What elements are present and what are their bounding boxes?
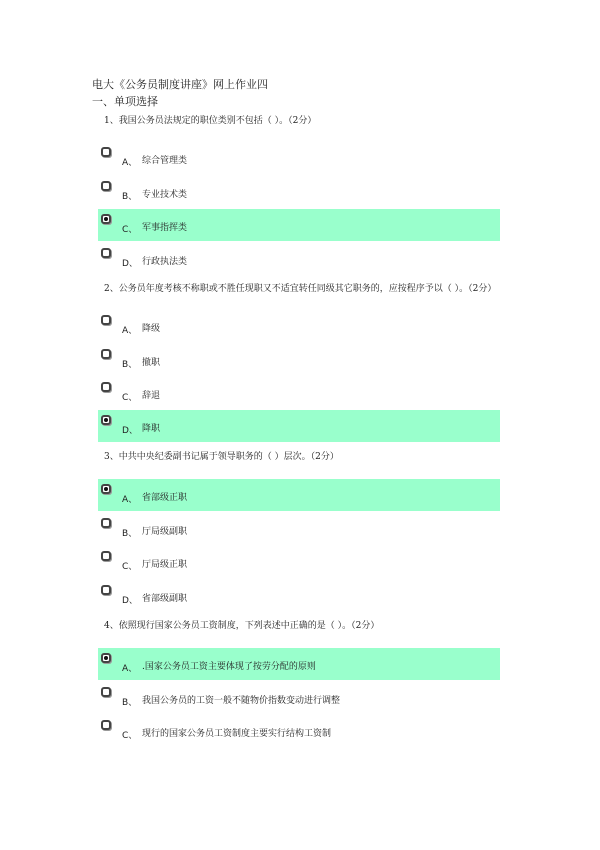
- radio-icon[interactable]: [101, 248, 111, 258]
- option-letter: B、: [122, 698, 138, 708]
- option-letter: A、: [122, 326, 138, 336]
- radio-icon[interactable]: [101, 382, 111, 392]
- question-4-text: 4、依照现行国家公务员工资制度，下列表述中正确的是（ ）。（2分）: [104, 621, 380, 631]
- question-3-option-c[interactable]: [98, 546, 500, 578]
- option-letter: B、: [122, 192, 138, 202]
- radio-icon[interactable]: [101, 349, 111, 359]
- section-heading: 一、单项选择: [92, 95, 158, 108]
- radio-icon[interactable]: [101, 315, 111, 325]
- radio-icon[interactable]: [101, 551, 111, 561]
- radio-icon[interactable]: [101, 484, 111, 494]
- option-letter: C、: [122, 731, 138, 741]
- question-4-option-c[interactable]: [98, 715, 500, 747]
- option-text: 现行的国家公务员工资制度主要实行结构工资制: [142, 729, 332, 739]
- question-4-option-b[interactable]: [98, 682, 500, 714]
- option-text: 省部级正职: [142, 493, 188, 503]
- question-2-option-c[interactable]: [98, 377, 500, 409]
- option-text: 降级: [142, 324, 161, 334]
- option-text: 降职: [142, 424, 161, 434]
- question-1-option-a[interactable]: [98, 142, 500, 174]
- option-letter: C、: [122, 393, 138, 403]
- option-text: 我国公务员的工资一般不随物价指数变动进行调整: [142, 696, 341, 706]
- question-2-option-d[interactable]: [98, 410, 500, 442]
- option-letter: D、: [122, 426, 138, 436]
- question-1-option-b[interactable]: [98, 176, 500, 208]
- option-text: 辞退: [142, 391, 161, 401]
- option-letter: D、: [122, 259, 138, 269]
- option-text: 军事指挥类: [142, 223, 188, 233]
- option-text: 厅局级副职: [142, 527, 188, 537]
- radio-icon[interactable]: [101, 653, 111, 663]
- question-3-option-b[interactable]: [98, 513, 500, 545]
- option-text: 省部级副职: [142, 594, 188, 604]
- radio-icon[interactable]: [101, 415, 111, 425]
- option-letter: A、: [122, 158, 138, 168]
- radio-icon[interactable]: [101, 585, 111, 595]
- radio-icon[interactable]: [101, 214, 111, 224]
- option-text: 行政执法类: [142, 257, 188, 267]
- radio-icon[interactable]: [101, 687, 111, 697]
- option-text: .国家公务员工资主要体现了按劳分配的原则: [142, 662, 316, 672]
- option-text: 专业技术类: [142, 190, 188, 200]
- question-1-text: 1、我国公务员法规定的职位类别不包括（ ）。（2分）: [104, 116, 317, 126]
- radio-icon[interactable]: [101, 181, 111, 191]
- option-letter: A、: [122, 495, 138, 505]
- option-letter: C、: [122, 562, 138, 572]
- page-title: 电大《公务员制度讲座》网上作业四: [92, 78, 268, 91]
- radio-icon[interactable]: [101, 147, 111, 157]
- question-3-option-d[interactable]: [98, 580, 500, 612]
- question-2-text: 2、公务员年度考核不称职或不胜任现职又不适宜转任同级其它职务的，应按程序予以（ ）。（2分）: [104, 284, 497, 294]
- option-text: 厅局级正职: [142, 560, 188, 570]
- radio-icon[interactable]: [101, 720, 111, 730]
- question-3-text: 3、中共中央纪委副书记属于领导职务的（ ）层次。（2分）: [104, 452, 339, 462]
- option-text: 撤职: [142, 358, 161, 368]
- question-2-option-b[interactable]: [98, 344, 500, 376]
- option-text: 综合管理类: [142, 156, 188, 166]
- question-1-option-d[interactable]: [98, 243, 500, 275]
- option-letter: B、: [122, 360, 138, 370]
- question-1-option-c[interactable]: [98, 209, 500, 241]
- question-3-option-a[interactable]: [98, 479, 500, 511]
- radio-icon[interactable]: [101, 518, 111, 528]
- option-letter: C、: [122, 225, 138, 235]
- question-2-option-a[interactable]: [98, 310, 500, 342]
- option-letter: D、: [122, 596, 138, 606]
- option-letter: B、: [122, 529, 138, 539]
- option-letter: A、: [122, 664, 138, 674]
- question-4-option-a[interactable]: [98, 648, 500, 680]
